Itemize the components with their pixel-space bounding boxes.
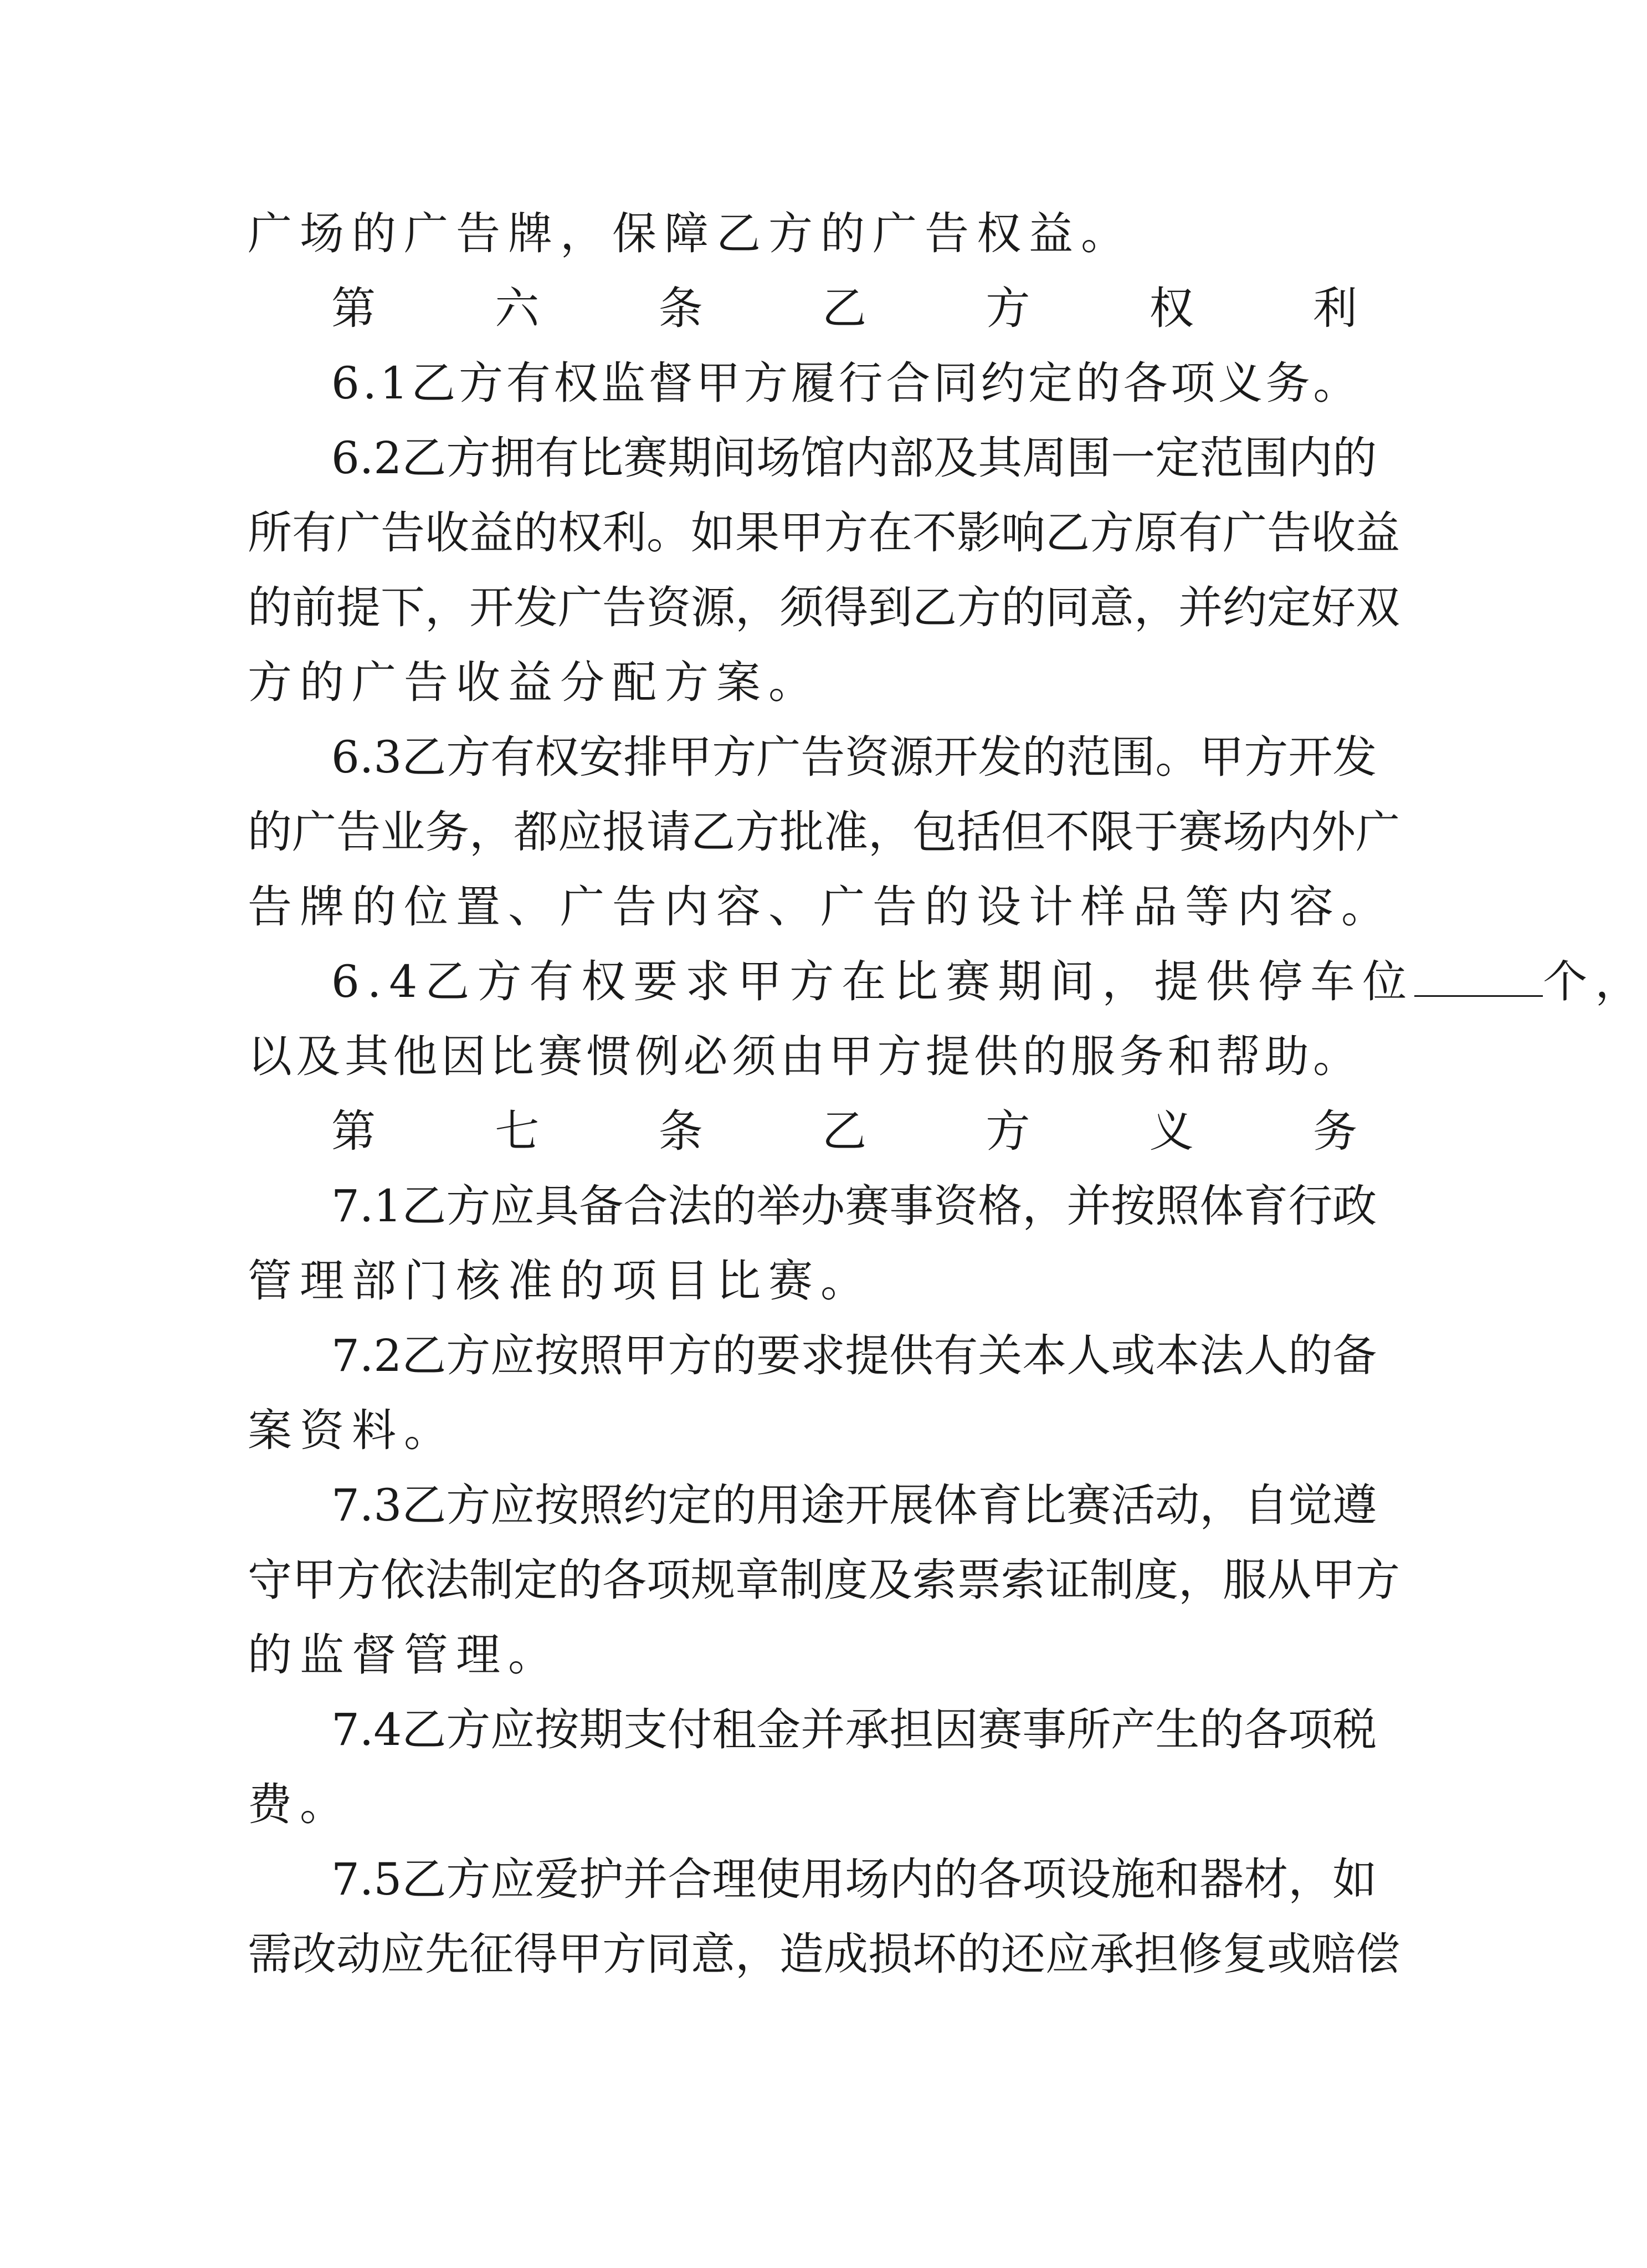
text-line: 费。 xyxy=(248,1779,352,1830)
fill-in-blank xyxy=(1414,960,1543,997)
text-line: 6.1乙方有权监督甲方履行合同约定的各项义务。 xyxy=(331,357,1361,409)
text-line: 7.4乙方应按期支付租金并承担因赛事所产生的各项税 xyxy=(331,1704,1377,1755)
section-heading: 第七条乙方义务 xyxy=(331,1105,1477,1157)
text-line: 7.3乙方应按照约定的用途开展体育比赛活动，自觉遵 xyxy=(331,1479,1377,1531)
text-line: 7.5乙方应爱护并合理使用场内的各项设施和器材，如 xyxy=(331,1854,1377,1905)
text-line: 守甲方依法制定的各项规章制度及索票索证制度，服从甲方 xyxy=(248,1554,1400,1606)
text-line: 方的广告收益分配方案。 xyxy=(248,657,820,708)
text-line: 需改动应先征得甲方同意，造成损坏的还应承担修复或赔偿 xyxy=(248,1928,1400,1980)
text-line-with-blank xyxy=(331,954,1647,1010)
text-line: 的广告业务，都应报请乙方批准，包括但不限于赛场内外广 xyxy=(248,806,1400,858)
section-heading: 第六条乙方权利 xyxy=(331,283,1477,334)
text-line: 所有广告收益的权利。如果甲方在不影响乙方原有广告收益 xyxy=(248,507,1400,559)
text-line: 6.3乙方有权安排甲方广告资源开发的范围。甲方开发 xyxy=(331,731,1377,783)
text-line: 的前提下，开发广告资源，须得到乙方的同意，并约定好双 xyxy=(248,582,1400,633)
text-line: 的监督管理。 xyxy=(248,1629,560,1681)
text-line: 广场的广告牌，保障乙方的广告权益。 xyxy=(248,208,1133,259)
text-line: 管理部门核准的项目比赛。 xyxy=(248,1255,873,1307)
text-line: 告牌的位置、广告内容、广告的设计样品等内容。 xyxy=(248,881,1393,933)
text-line: 6.2乙方拥有比赛期间场馆内部及其周围一定范围内的 xyxy=(331,432,1377,484)
text-line: 案资料。 xyxy=(248,1405,456,1456)
text-segment: 个， xyxy=(1543,956,1647,1007)
text-line: 以及其他因比赛惯例必须由甲方提供的服务和帮助。 xyxy=(248,1031,1362,1082)
text-segment: 6.4乙方有权要求甲方在比赛期间，提供停车位 xyxy=(331,956,1415,1007)
text-line: 7.1乙方应具备合法的举办赛事资格，并按照体育行政 xyxy=(331,1180,1377,1232)
text-line: 7.2乙方应按照甲方的要求提供有关本人或本法人的备 xyxy=(331,1330,1377,1381)
